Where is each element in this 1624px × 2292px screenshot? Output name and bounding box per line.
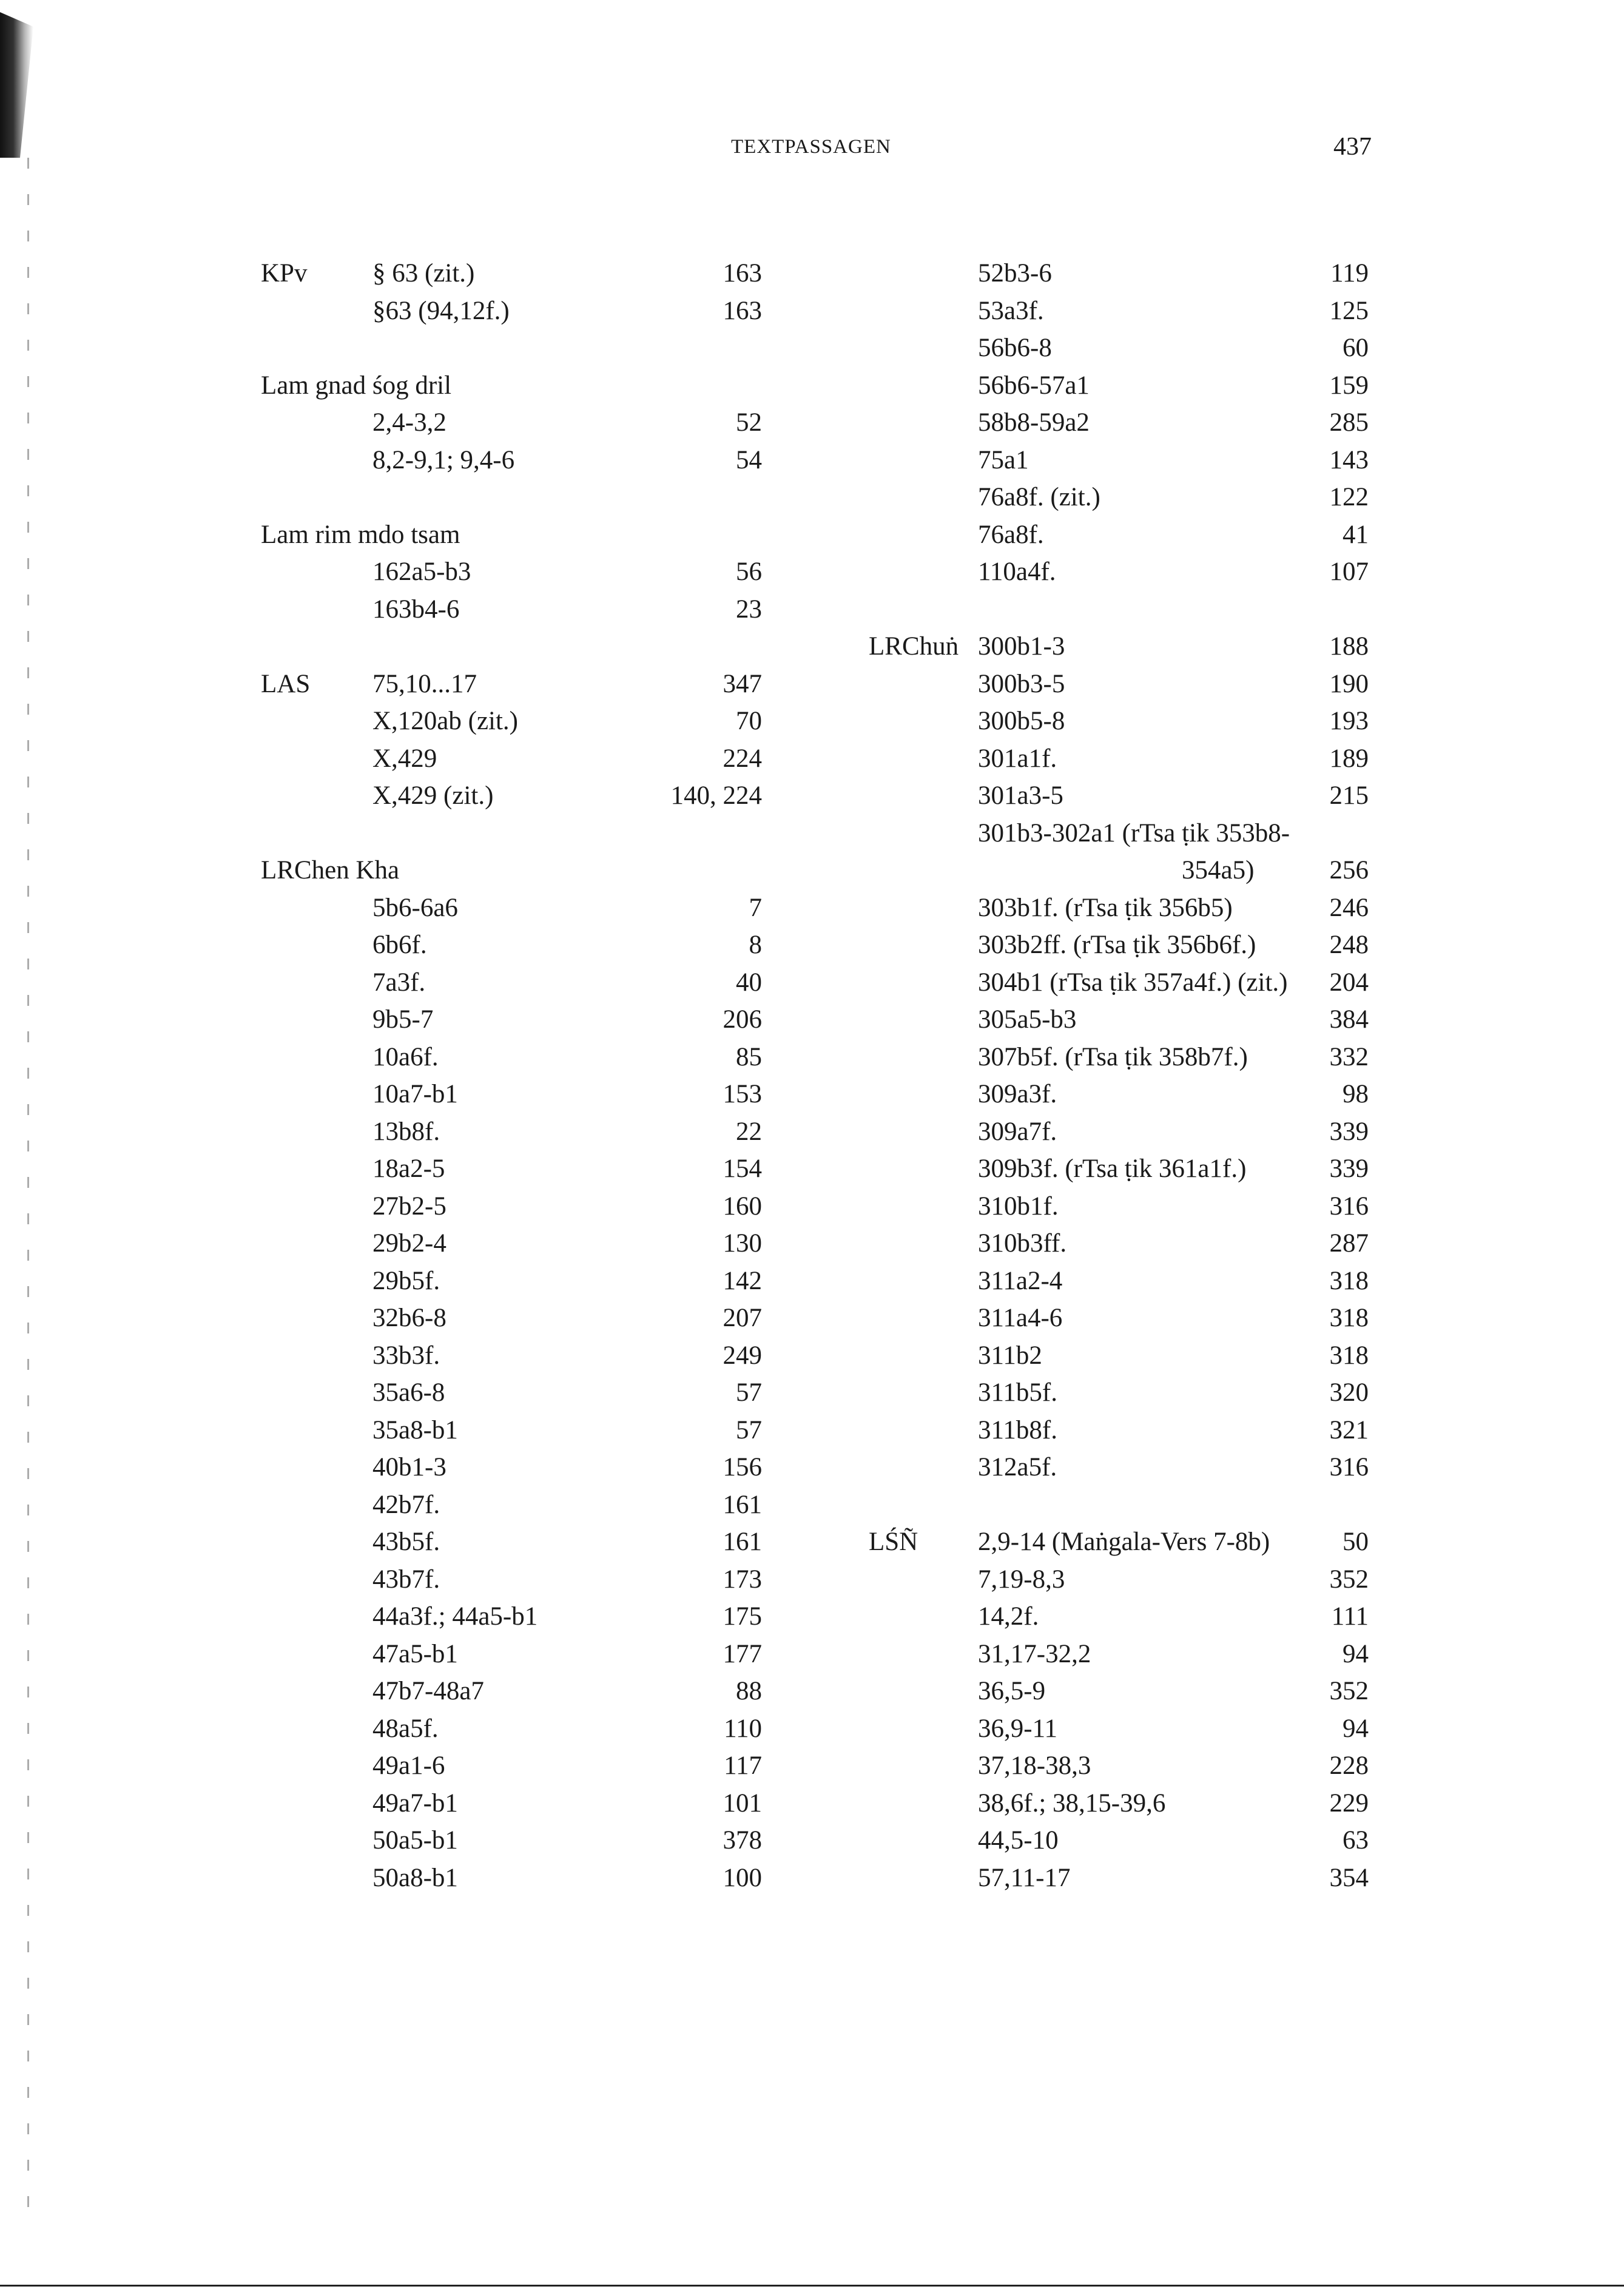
index-entry: [0, 1599, 1395, 1635]
entry-reference: 57,11-17: [978, 1863, 1071, 1892]
entry-page-number: 142: [723, 1266, 762, 1295]
index-entry: [0, 703, 1395, 740]
entry-reference: 18a2-5: [372, 1154, 445, 1183]
entry-page-number: 163: [723, 296, 762, 325]
entry-page-number: 249: [723, 1341, 762, 1370]
entry-reference: 10a7-b1: [372, 1080, 458, 1108]
entry-reference: 14,2f.: [978, 1602, 1039, 1631]
entry-reference: 43b7f.: [372, 1565, 440, 1594]
entry-page-number: 339: [1329, 1117, 1369, 1146]
entry-page-number: 316: [1329, 1453, 1369, 1481]
entry-page-number: 50: [1343, 1528, 1369, 1556]
entry-page-number: 107: [1329, 558, 1369, 586]
entry-reference: 33b3f.: [372, 1341, 440, 1370]
entry-page-number: 229: [1329, 1788, 1369, 1818]
entry-reference: 309b3f. (rTsa ṭik 361a1f.): [978, 1154, 1247, 1183]
entry-reference: X,120ab (zit.): [372, 707, 519, 735]
entry-reference: 301b3-302a1 (rTsa ṭik 353b8-: [978, 818, 1290, 848]
entry-reference: 53a3f.: [978, 296, 1044, 325]
index-entry: [0, 1524, 1395, 1560]
entry-page-number: 98: [1343, 1080, 1369, 1108]
index-entry: [0, 629, 1395, 665]
entry-page-number: 156: [723, 1453, 762, 1481]
entry-page-number: 23: [736, 595, 762, 624]
index-entry: [0, 1300, 1395, 1336]
entry-reference: 303b1f. (rTsa ṭik 356b5): [978, 893, 1233, 922]
entry-page-number: 8: [749, 931, 762, 959]
entry-page-number: 161: [723, 1490, 762, 1519]
entry-page-number: 140, 224: [670, 781, 762, 810]
entry-page-number: 143: [1329, 445, 1369, 474]
index-entry: [0, 666, 1395, 703]
entry-reference: 110a4f.: [978, 558, 1056, 586]
entry-reference: 162a5-b3: [372, 558, 471, 586]
entry-reference: 305a5-b3: [978, 1005, 1077, 1034]
entry-reference: 163b4-6: [372, 595, 460, 624]
entry-sigle: Lam rim mdo tsam: [261, 520, 460, 549]
entry-reference: 29b5f.: [372, 1266, 440, 1295]
entry-reference: 303b2ff. (rTsa ṭik 356b6f.): [978, 931, 1256, 959]
entry-page-number: 57: [736, 1415, 762, 1444]
entry-reference: 13b8f.: [372, 1117, 440, 1146]
index-entry: [0, 1711, 1395, 1747]
entry-reference: X,429: [372, 744, 437, 773]
index-entry: [0, 852, 1395, 889]
entry-reference: 310b3ff.: [978, 1229, 1067, 1258]
bottom-rule: [0, 2285, 1624, 2287]
entry-page-number: 130: [723, 1229, 762, 1258]
index-entry: [0, 1636, 1395, 1673]
index-entry: [0, 1673, 1395, 1710]
entry-reference: 311b8f.: [978, 1415, 1057, 1444]
entry-page-number: 56: [736, 558, 762, 586]
entry-page-number: 215: [1329, 781, 1369, 810]
index-entry: [0, 778, 1395, 814]
index-entry: [0, 1002, 1395, 1038]
entry-page-number: 101: [723, 1788, 762, 1818]
entry-reference: 312a5f.: [978, 1453, 1057, 1481]
entry-page-number: 70: [736, 707, 762, 735]
entry-page-number: 110: [724, 1714, 762, 1743]
index-entry: [0, 405, 1395, 441]
entry-page-number: 40: [736, 968, 762, 997]
index-entry: [0, 1748, 1395, 1784]
index-entry: [0, 741, 1395, 777]
entry-reference: 47a5-b1: [372, 1639, 458, 1668]
entry-page-number: 347: [723, 669, 762, 698]
entry-reference: 311b5f.: [978, 1378, 1057, 1407]
entry-reference: 8,2-9,1; 9,4-6: [372, 445, 515, 474]
entry-page-number: 204: [1329, 968, 1369, 997]
entry-page-number: 207: [723, 1304, 762, 1332]
entry-page-number: 188: [1329, 632, 1369, 661]
entry-reference: §63 (94,12f.): [372, 296, 510, 325]
entry-reference: 44a3f.; 44a5-b1: [372, 1602, 538, 1631]
entry-reference: 9b5-7: [372, 1005, 434, 1034]
entry-page-number: 318: [1329, 1341, 1369, 1370]
entry-page-number: 119: [1330, 259, 1369, 288]
index-entry: [0, 1375, 1395, 1411]
entry-reference: 76a8f. (zit.): [978, 483, 1100, 511]
entry-page-number: 125: [1329, 296, 1369, 325]
entry-reference: 32b6-8: [372, 1304, 446, 1332]
entry-sigle: LRChen Kha: [261, 856, 400, 885]
entry-page-number: 190: [1329, 669, 1369, 698]
index-entry: [0, 442, 1395, 479]
entry-reference: 309a7f.: [978, 1117, 1057, 1146]
entry-reference: 300b1-3: [978, 632, 1065, 661]
entry-reference: 49a1-6: [372, 1751, 445, 1780]
index-entry: [0, 1785, 1395, 1822]
entry-reference: 50a5-b1: [372, 1826, 458, 1855]
entry-page-number: 63: [1343, 1826, 1369, 1855]
entry-reference: 304b1 (rTsa ṭik 357a4f.) (zit.): [978, 968, 1288, 997]
entry-page-number: 117: [724, 1751, 762, 1780]
entry-reference: 35a8-b1: [372, 1415, 458, 1444]
index-entry: [0, 479, 1395, 516]
entry-page-number: 153: [723, 1080, 762, 1108]
entry-reference: 56b6-57a1: [978, 371, 1090, 400]
entry-page-number: 159: [1329, 371, 1369, 400]
entry-reference: 44,5-10: [978, 1826, 1059, 1855]
index-entry: [0, 1412, 1395, 1449]
entry-page-number: 160: [723, 1192, 762, 1221]
entry-sigle: LRChuṅ: [869, 632, 959, 661]
entry-reference: 76a8f.: [978, 520, 1044, 549]
index-entry: [0, 1151, 1395, 1187]
entry-page-number: 287: [1329, 1229, 1369, 1258]
entry-reference: 7,19-8,3: [978, 1565, 1065, 1594]
entry-reference: 35a6-8: [372, 1378, 445, 1407]
entry-reference: 48a5f.: [372, 1714, 439, 1743]
entry-reference: 301a1f.: [978, 744, 1057, 773]
entry-page-number: 206: [723, 1005, 762, 1034]
entry-reference: 37,18-38,3: [978, 1751, 1091, 1780]
index-entry: [0, 554, 1395, 590]
entry-reference: 2,4-3,2: [372, 408, 446, 437]
entry-reference: 38,6f.; 38,15-39,6: [978, 1788, 1166, 1818]
entry-sigle: LŚÑ: [869, 1528, 918, 1556]
entry-page-number: 228: [1329, 1751, 1369, 1780]
entry-reference: 7a3f.: [372, 968, 426, 997]
entry-reference: 27b2-5: [372, 1192, 446, 1221]
index-entry: [0, 330, 1395, 366]
entry-sigle: KPv: [261, 259, 308, 288]
running-title: TEXTPASSAGEN: [731, 136, 891, 158]
entry-reference: 309a3f.: [978, 1080, 1057, 1108]
entry-page-number: 60: [1343, 334, 1369, 362]
entry-page-number: 318: [1329, 1304, 1369, 1332]
entry-page-number: 248: [1329, 931, 1369, 959]
entry-sigle: LAS: [261, 669, 311, 698]
entry-page-number: 54: [736, 445, 762, 474]
entry-reference: 50a8-b1: [372, 1863, 458, 1892]
entry-reference: 40b1-3: [372, 1453, 446, 1481]
entry-page-number: 321: [1329, 1415, 1369, 1444]
entry-page-number: 88: [736, 1677, 762, 1705]
index-entry: [0, 1822, 1395, 1859]
entry-reference: 10a6f.: [372, 1042, 439, 1071]
index-entry: [0, 368, 1395, 404]
entry-reference: 5b6-6a6: [372, 893, 458, 922]
entry-page-number: 85: [736, 1042, 762, 1071]
entry-page-number: 161: [723, 1528, 762, 1556]
entry-reference: 36,5-9: [978, 1677, 1046, 1705]
index-entry: [0, 1114, 1395, 1150]
entry-reference: 354a5): [1182, 856, 1255, 885]
entry-page-number: 193: [1329, 707, 1369, 735]
entry-page-number: 256: [1329, 856, 1369, 885]
entry-reference: X,429 (zit.): [372, 781, 494, 810]
index-entry: [0, 255, 1395, 292]
entry-page-number: 94: [1343, 1639, 1369, 1668]
entry-page-number: 378: [723, 1826, 762, 1855]
entry-reference: 311a4-6: [978, 1304, 1063, 1332]
entry-reference: 52b3-6: [978, 259, 1052, 288]
entry-page-number: 94: [1343, 1714, 1369, 1743]
entry-page-number: 246: [1329, 893, 1369, 922]
entry-reference: 31,17-32,2: [978, 1639, 1091, 1668]
entry-page-number: 224: [723, 744, 762, 773]
entry-page-number: 285: [1329, 408, 1369, 437]
index-entry: [0, 1225, 1395, 1262]
index-entry: [0, 1860, 1395, 1896]
index-entry: [0, 815, 1395, 852]
index-entry: [0, 890, 1395, 926]
index-entry: [0, 517, 1395, 553]
entry-page-number: 173: [723, 1565, 762, 1594]
entry-reference: 2,9-14 (Maṅgala-Vers 7-8b): [978, 1528, 1270, 1556]
entry-page-number: 154: [723, 1154, 762, 1183]
entry-reference: 300b5-8: [978, 707, 1065, 735]
entry-reference: 49a7-b1: [372, 1788, 458, 1818]
index-entry: [0, 1188, 1395, 1225]
entry-sigle: Lam gnad śog dril: [261, 371, 452, 400]
entry-reference: 75,10...17: [372, 669, 477, 698]
index-entry: [0, 1562, 1395, 1598]
index-entry: [0, 293, 1395, 329]
entry-page-number: 57: [736, 1378, 762, 1407]
entry-page-number: 177: [723, 1639, 762, 1668]
entry-reference: 47b7-48a7: [372, 1677, 484, 1705]
entry-page-number: 352: [1329, 1565, 1369, 1594]
entry-page-number: 316: [1329, 1192, 1369, 1221]
entry-reference: 301a3-5: [978, 781, 1063, 810]
index-entry: [0, 1263, 1395, 1299]
entry-page-number: 7: [749, 893, 762, 922]
index-entry: [0, 1076, 1395, 1113]
entry-page-number: 384: [1329, 1005, 1369, 1034]
page-number: 437: [1333, 133, 1372, 161]
index-entry: [0, 1449, 1395, 1486]
entry-page-number: 175: [723, 1602, 762, 1631]
entry-reference: 311b2: [978, 1341, 1042, 1370]
entry-page-number: 41: [1343, 520, 1369, 549]
entry-reference: 58b8-59a2: [978, 408, 1090, 437]
entry-reference: 42b7f.: [372, 1490, 440, 1519]
entry-page-number: 22: [736, 1117, 762, 1146]
entry-page-number: 189: [1329, 744, 1369, 773]
index-entry: [0, 927, 1395, 963]
index-entry: [0, 1338, 1395, 1374]
entry-reference: 311a2-4: [978, 1266, 1063, 1295]
entry-reference: 29b2-4: [372, 1229, 446, 1258]
entry-page-number: 318: [1329, 1266, 1369, 1295]
entry-page-number: 52: [736, 408, 762, 437]
index-entry: [0, 1039, 1395, 1076]
entry-reference: 36,9-11: [978, 1714, 1057, 1743]
entry-reference: 56b6-8: [978, 334, 1052, 362]
entry-page-number: 100: [723, 1863, 762, 1892]
entry-page-number: 163: [723, 259, 762, 288]
entry-page-number: 320: [1329, 1378, 1369, 1407]
entry-reference: 75a1: [978, 445, 1029, 474]
entry-page-number: 111: [1331, 1602, 1369, 1631]
entry-page-number: 352: [1329, 1677, 1369, 1705]
entry-page-number: 354: [1329, 1863, 1369, 1892]
entry-reference: 43b5f.: [372, 1528, 440, 1556]
entry-reference: 310b1f.: [978, 1192, 1059, 1221]
entry-page-number: 339: [1329, 1154, 1369, 1183]
entry-reference: 300b3-5: [978, 669, 1065, 698]
entry-reference: 6b6f.: [372, 931, 427, 959]
entry-reference: § 63 (zit.): [372, 259, 475, 288]
entry-page-number: 122: [1329, 483, 1369, 511]
entry-page-number: 332: [1329, 1042, 1369, 1071]
index-entry: [0, 965, 1395, 1001]
entry-reference: 307b5f. (rTsa ṭik 358b7f.): [978, 1042, 1248, 1071]
